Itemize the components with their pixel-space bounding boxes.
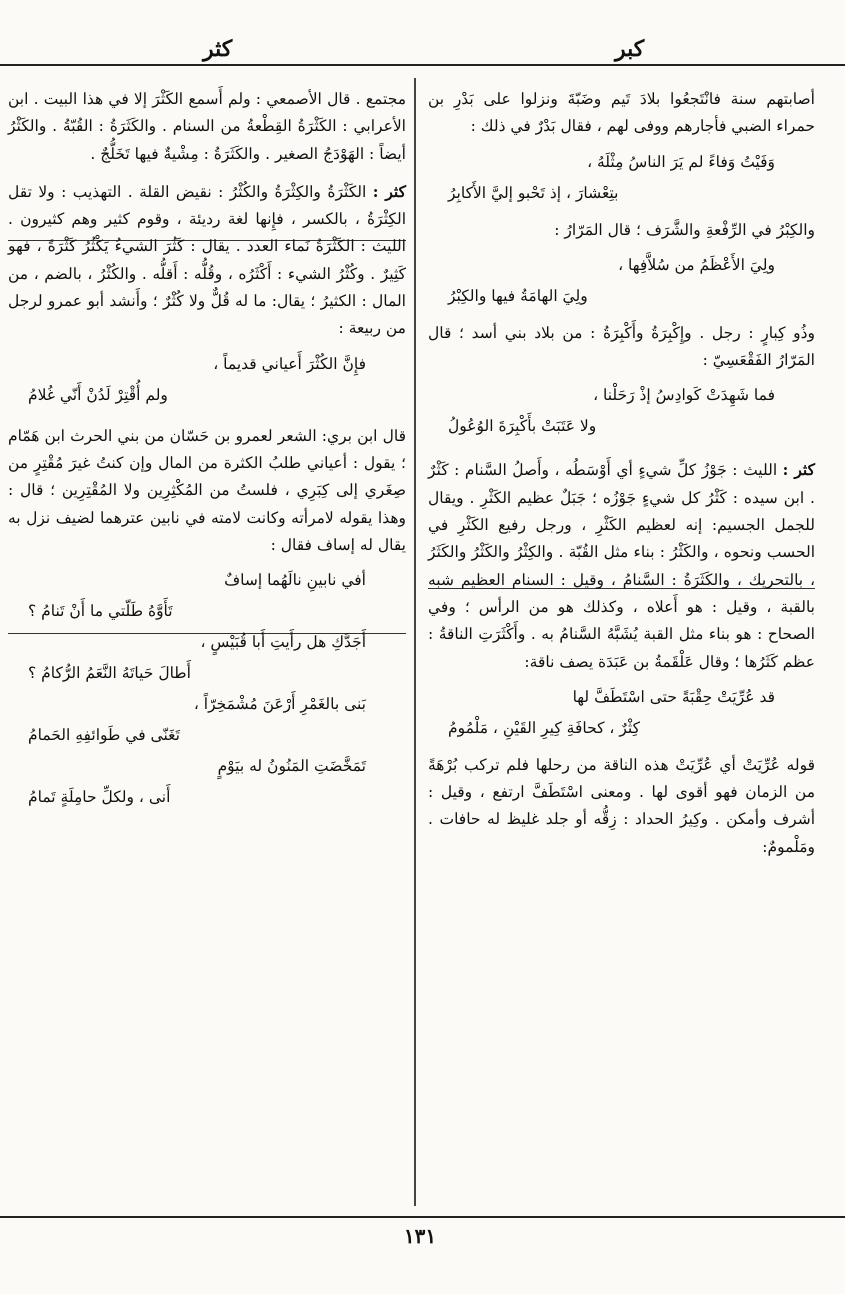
verse-block (8, 349, 406, 411)
verse-line: ولِيَ الأَعْظَمُ من سُلاَّفِها ، (618, 255, 775, 274)
verse-block (8, 565, 406, 813)
entry-headword: كثر : (782, 460, 815, 480)
entry-paragraph (428, 456, 815, 675)
running-header-right: كبر (615, 36, 645, 62)
verse-block (428, 380, 815, 442)
paragraph: وذُو كِبارٍ : رجل . وإِكْبِرَةُ وأَكْبِرَةُ : من بلاد بني أسد ؛ قال المَرّارُ الفَقْعَسِيّ : (428, 323, 815, 370)
verse-line: فما شَهِدَتْ كَوادِسُ إذْ رَحَلْنا ، (593, 386, 775, 405)
paragraph: قال ابن بري: الشعر لعمرو بن حَسّان من بني الحرث ابن هَمّام ؛ يقول : أعياني طلبُ الكثرة من المال وإن كنتُ غيرَ مُقْتِرٍ من صِغَري إلى كِبَرِي ، فلستُ من المُكْثِرِين ولا المُقْتِرِين ؛ قال : وهذا يقوله لامرأته وكانت لامته في نابين عترهما لضيف نزل به يقال له إساف فقال : (8, 426, 406, 554)
verse-line: وَفَيْتُ وَفاءً لم يَرَ الناسُ مِثْلَهُ ، (587, 152, 775, 171)
verse-line: تَأَوَّهُ طَلّتي ما أَنْ تَنامُ ؟ (28, 602, 173, 621)
verse-line: بتِعْشارَ ، إذ تَحْبو إليَّ الأَكابِرُ (448, 183, 619, 202)
paragraph: مجتمع . قال الأصمعي : ولم أَسمع الكَثْرَ إلا في هذا البيت . ابن الأعرابي : الكَثْرَةُ القِطْعةُ من السنام . والكَثَرَةُ : القُبّةُ . والكَثْرُ أيضاً : الهَوْدَجُ الصغير . والكَثَرَةُ : مِشْيةٌ فيها تَخَلُّجٌ . (8, 90, 406, 163)
header-rule (0, 64, 845, 66)
entry-text: الكَثْرَةُ والكِثْرَةُ والكُثْرُ : نقيض القلة . التهذيب : ولا تقل الكِثْرَةُ ، بالكسر ، فإِنها لغة رديئة ، وقوم كثير وهم كثيرون . الليث : الكَثْرَةُ نَماء العدد . يقال : كَثُرَ الشيءُ يَكْثُرُ كَثْرَةً ، فهو كَثِيرٌ . وكُثْرُ الشيء : أَكْثَرُه ، وقُلُّه : أَقلُّه . والكُثْرُ ، بالضم ، من المال : الكثيرُ ؛ يقال: ما له قُلٌّ ولا كُثْرٌ ؛ وأَنشد أبو عمرو لرجل من ربيعة : (8, 182, 406, 338)
verse-line: فإِنَّ الكُثْرَ أَعياني قديماً ، (213, 354, 366, 373)
footer-rule (0, 1216, 845, 1218)
verse-line: كِثْرٌ ، كحافَةِ كِيرِ القَيْنِ ، مَلْمُومُ (448, 718, 640, 737)
running-header-left: كثر (203, 36, 233, 62)
verse-line: تَغَنّى في طَوائفِهِ الحَمامُ (28, 726, 180, 745)
verse-line: أفي نابينِ نالَهُما إسافٌ (224, 571, 366, 590)
verse-block (428, 147, 815, 209)
verse-line: بَنى بالغَمْرِ أَرْعَنَ مُشْمَخِرّاً ، (193, 695, 366, 714)
verse-line: ولا عَتَبَتْ بأَكْبِرَةَ الوُعُولُ (448, 417, 597, 436)
paragraph: والكِبْرُ في الرِّفْعةِ والشَّرَف ؛ قال المَرّارُ : (554, 220, 815, 239)
column-divider (414, 78, 416, 1206)
verse-line: أَنى ، ولكلِّ حامِلَةٍ تَمامُ (28, 788, 171, 807)
left-column (8, 86, 406, 821)
entry-paragraph (8, 178, 406, 343)
entry-headword: كثر : (372, 181, 406, 201)
verse-block (428, 682, 815, 744)
page-number: ١٣١ (403, 1224, 437, 1248)
verse-line: ولِيَ الهامَةُ فيها والكِبْرُ (448, 286, 588, 305)
paragraph: أصابتهم سنة فانْتَجعُوا بلادَ تَيم وضَبّةَ ونزلوا على بَدْرِ بن حمراء الضبي فأجارهم ووفى لهم ، فقال بَدْرٌ في ذلك : (428, 90, 815, 136)
verse-line: ولم أُقْتِرْ لَدُنْ أَنّي غُلامُ (28, 385, 168, 404)
verse-line: قد عُرِّيَتْ حِقْبَةً حتى اسْتَطَفَّ لها (572, 687, 775, 706)
verse-block (428, 250, 815, 312)
verse-line: أَطالَ حَياتَهُ النَّعَمُ الرُّكامُ ؟ (28, 664, 191, 683)
verse-line: تَمَخَّضَتِ المَنُونُ له بيَوْمٍ (217, 757, 366, 776)
paragraph: قوله عُرِّيَتْ أي عُرِّيَتْ هذه الناقة من رحلها فلم تركب بُرْهَةً من الزمان فهو أقوى لها . ومعنى اسْتَطَفَّ ارتفع ، وقيل : أشرف وأمكن . وكِيرُ الحداد : زِقُّه أو جلد غليظ له حافات . ومَلْمومٌ: (428, 755, 815, 856)
entry-text: الليث : جَوْزُ كلِّ شيءٍ أي أَوْسَطُه ، وأَصلُ السَّنام : كَثْرٌ . ابن سيده : كَثْرُ كل شيءٍ جَوْزُه ؛ جَبَلٌ عظيم الكَثْرِ . ويقال للجمل الجسيم: إنه لعظيم الكَثْرِ ، ورجل رفيع الكَثْرِ في الحسب ونحوه ، والكَثْرُ : بناء مثل القُبّة . والكِثْرُ والكَثْرُ والكَثَرُ ، بالتحريك ، والكَثَرَةُ : السَّنامُ ، وقيل : السنام العظيم شبه بالقبة ، وقيل : هو أَعلاه ، وكذلك هو من الرأس ؛ وفي الصحاح : هو بناء مثل القبة يُشَبَّهُ السَّنامُ به . وأَكْثَرَتِ الناقةُ : عظم كَثَرُها ؛ وقال عَلْقَمةُ بن عَبَدَة يصف ناقة: (428, 461, 815, 671)
right-column (428, 86, 815, 861)
verse-line: أَجَدَّكِ هل رأَيتِ أَبا قُبَيْسٍ ، (200, 633, 366, 652)
